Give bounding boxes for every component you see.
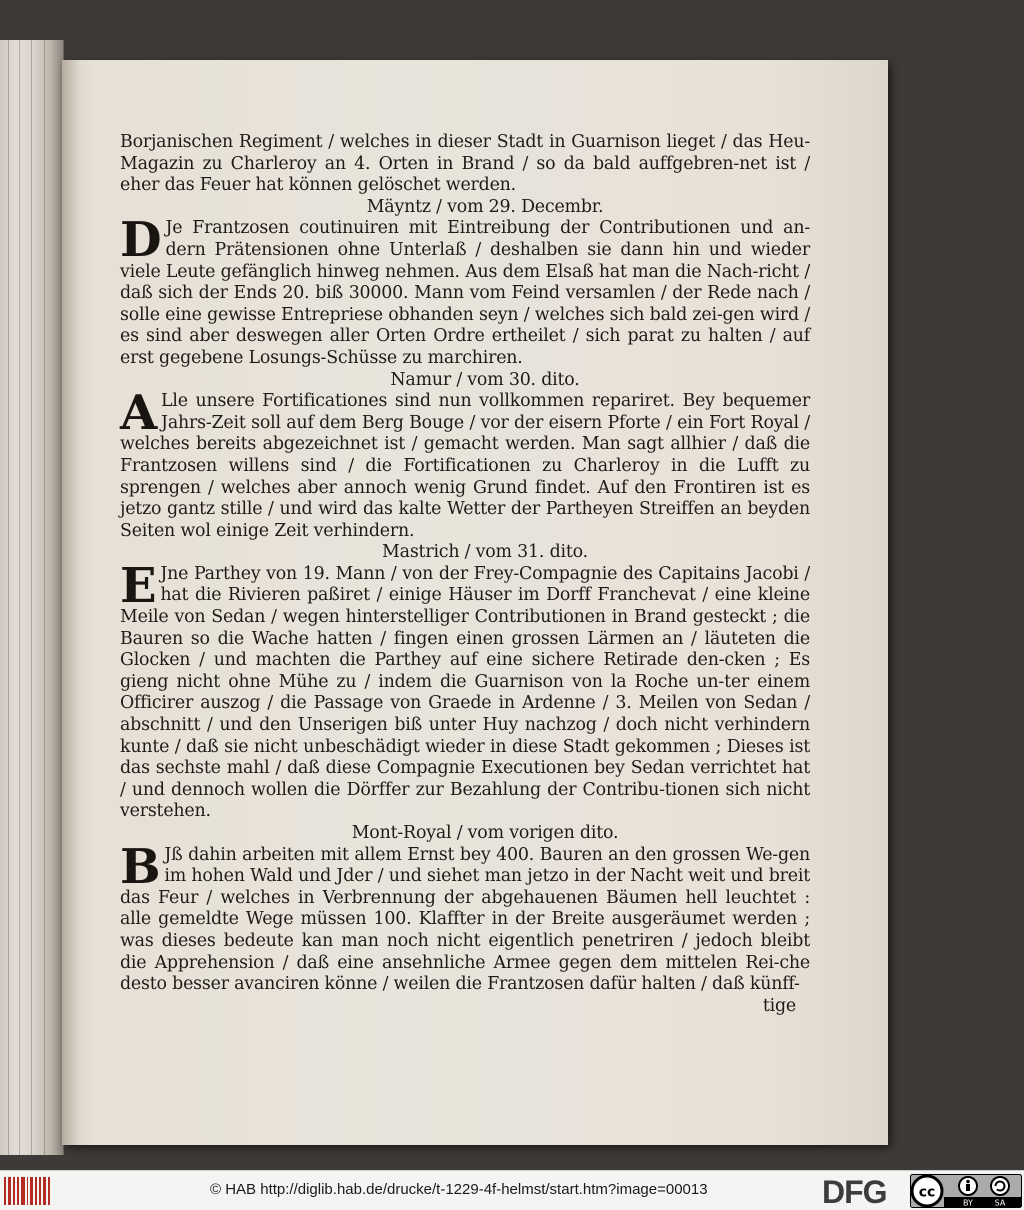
dateline-heading: Mastrich / vom 31. dito.	[382, 542, 588, 563]
footer-bar	[0, 1170, 1024, 1210]
svg-text:BY: BY	[963, 1198, 973, 1208]
opening-paragraph: Borjanischen Regiment / welches in dieser Stadt in Guarnison lieget / das Heu-Magazin zu Charleroy an 4. Orten in Brand / so da bald auffgebren-net ist / eher das Feuer hat können gelöschet werden.	[120, 132, 810, 196]
dfg-logo[interactable]	[820, 1175, 904, 1207]
book-page	[62, 60, 888, 1145]
drop-cap-initial: B	[120, 838, 161, 895]
page-text	[120, 132, 810, 1017]
drop-cap-initial: D	[120, 212, 162, 269]
report-namur	[120, 370, 810, 543]
left-page-edge	[0, 40, 64, 1155]
report-mastrich	[120, 542, 810, 823]
report-paragraph	[120, 385, 810, 542]
library-barcode-icon	[4, 1177, 50, 1205]
dateline-heading: Mont-Royal / vom vorigen dito.	[351, 823, 619, 843]
report-paragraph	[120, 838, 810, 996]
catchword: tige	[762, 995, 796, 1016]
dfg-logo-text: DFG	[822, 1175, 887, 1207]
svg-text:SA: SA	[994, 1198, 1006, 1208]
copyright-url[interactable]: © HAB http://diglib.hab.de/drucke/t-1229-4f-helmst/start.htm?image=00013	[210, 1181, 708, 1198]
page-gutter-shadow	[62, 60, 80, 1145]
cc-license-badge[interactable]	[910, 1174, 1022, 1208]
report-text: Je Frantzosen coutinuiren mit Eintreibung der Contributionen und an-dern Prätensionen ohne Unterlaß / deshalben sie dann hin und wieder viele Leute gefänglich hinweg nehmen. Aus dem Elsaß hat man die Nach-richt / daß sich der Ends 20. biß 30000. Mann vom Feind versamlen / der Rede nach / solle eine gewisse Entrepriese obhanden seyn / welches sich bald zei-gen wird / es sind aber deswegen aller Orten Ordre ertheilet / sich parat zu halten / auf erst gegebene Losungs-Schüsse zu marchiren.	[120, 218, 810, 368]
drop-cap-initial: A	[120, 385, 158, 442]
report-text: Jß dahin arbeiten mit allem Ernst bey 400. Bauren an den grossen We-gen im hohen Wald und Jder / und siehet man jetzo in der Nacht weit und breit das Feur / welches in Verbrennung der abgehauenen Bäumen hell leuchtet : alle gemeldte Wege müssen 100. Klaffter in der Breite ausgeräumet werden ; was dieses bedeute kan man noch nicht eigentlich penetriren / jedoch bleibt die Apprehension / daß eine ansehnliche Armee gegen dem mittelen Rei-che desto besser avanciren könne / weilen die Frantzosen dafür halten / daß künff-	[120, 844, 810, 995]
svg-text:cc: cc	[918, 1184, 936, 1201]
report-text: Jne Parthey von 19. Mann / von der Frey-Compagnie des Capitains Jacobi / hat die Rivieren paßiret / einige Häuser im Dorff Franchevat / eine kleine Meile von Sedan / wegen hinterstelliger Contributionen in Brand gesteckt ; die Bauren so die Wache hatten / fingen einen grossen Lärmen an / läuteten die Glocken / und machten die Parthey auf eine sichere Retirade den-cken ; Es gieng nicht ohne Mühe zu / indem die Guarnison von la Roche un-ter einem Officirer auszog / die Passage von Graede in Ardenne / 3. Meilen von Sedan / abschnitt / und den Unserigen biß unter Huy nachzog / doch nicht verhindern kunte / daß sie nicht unbeschädigt wieder in diese Stadt gekommen ; Dieses ist das sechste mahl / daß diese Compagnie Executionen bey Sedan verrichtet hat / und dennoch wollen die Dörffer zur Bezahlung der Contribu-tionen sich nicht verstehen.	[120, 563, 810, 822]
share-alike-icon	[991, 1177, 1009, 1195]
dateline-heading: Namur / vom 30. dito.	[390, 369, 580, 390]
report-mayntz	[120, 197, 810, 370]
report-paragraph	[120, 557, 810, 823]
report-paragraph	[120, 212, 810, 369]
dateline-heading: Mäyntz / vom 29. Decembr.	[366, 196, 604, 217]
drop-cap-initial: E	[120, 557, 157, 614]
report-text: Lle unsere Fortificationes sind nun vollkommen repariret. Bey bequemer Jahrs-Zeit soll auf dem Berg Bouge / vor der eisern Pforte / ein Fort Royal / welches bereits abgezeichnet ist / gemacht werden. Man sagt allhier / daß die Frantzosen willens sind / die Fortificationen zu Charleroy in die Lufft zu sprengen / welches aber annoch wenig Grund findet. Auf den Frontiren ist es jetzo gantz stille / und wird das kalte Wetter der Partheyen Streiffen an beyden Seiten wol einige Zeit verhindern.	[120, 391, 810, 541]
report-mont-royal	[120, 823, 810, 996]
